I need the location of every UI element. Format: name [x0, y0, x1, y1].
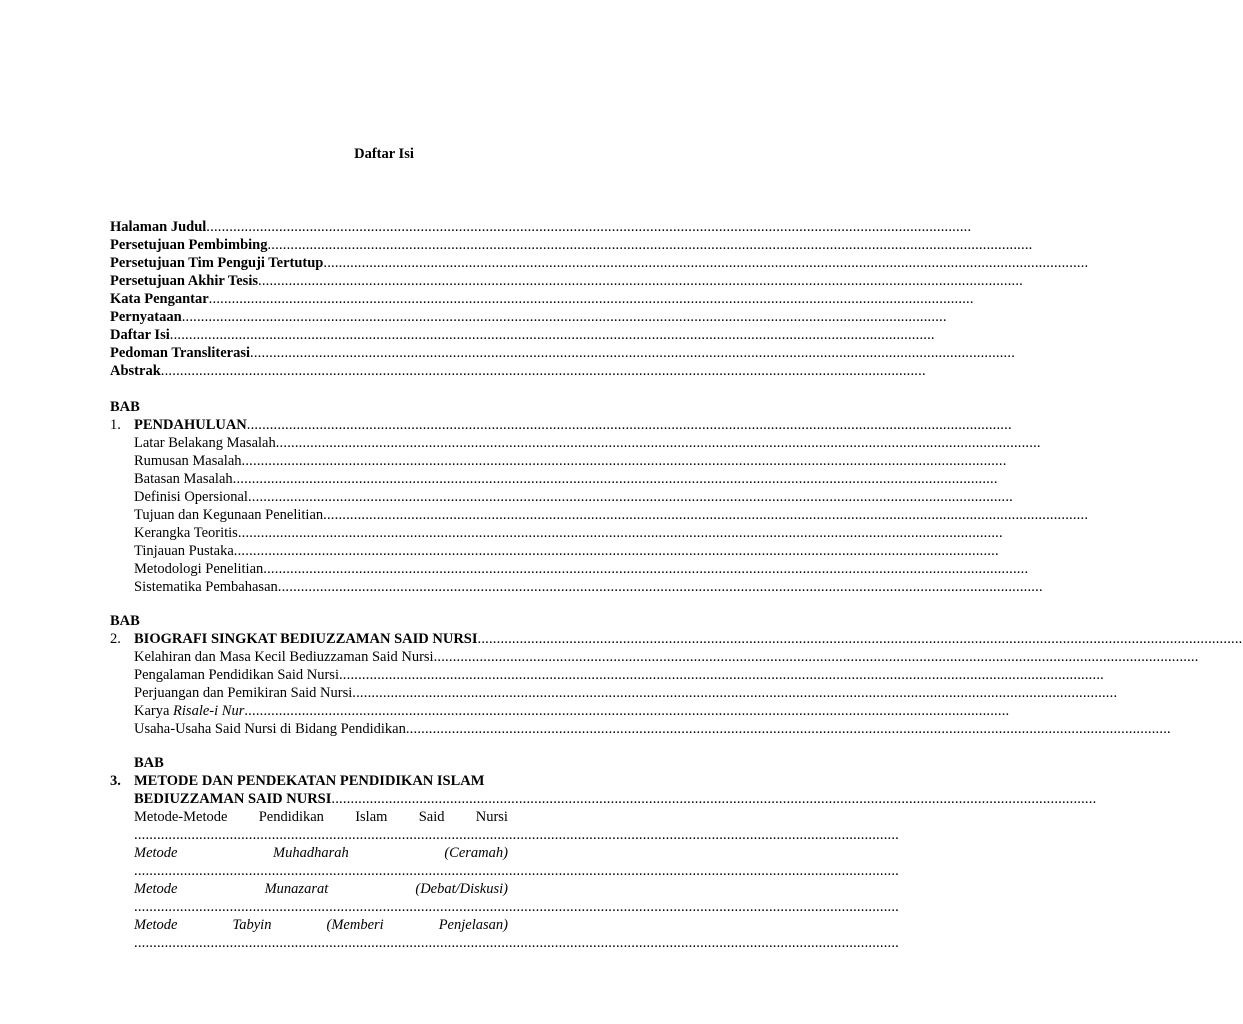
- word: Nursi: [475, 809, 508, 825]
- bab3-heading: [134, 790, 1097, 808]
- bab1-item: [134, 452, 1007, 470]
- bab1-heading: [134, 416, 1012, 434]
- bab1-item: [134, 578, 1043, 596]
- bab3-title-line1: METODE DAN PENDEKATAN PENDIDIKAN ISLAM: [134, 773, 485, 789]
- word: Said: [418, 809, 445, 825]
- bab1-item-label: Latar Belakang Masalah: [134, 435, 276, 451]
- bab1-number: 1.: [110, 417, 121, 433]
- dot-leader: ........................................................................................................................................................................................................: [232, 471, 998, 487]
- toc-entry-persetujuan-akhir-tesis: [110, 272, 1023, 290]
- bab1-item: [134, 488, 1013, 506]
- bab3-label: BAB: [134, 755, 164, 771]
- dot-leader: ........................................................................................................................................................................................................: [181, 309, 947, 325]
- bab3-item-munazarat: [134, 880, 508, 898]
- toc-entry-kata-pengantar: [110, 290, 974, 308]
- bab2-heading: [134, 630, 1243, 648]
- bab2-item-label: Pengalaman Pendidikan Said Nursi: [134, 667, 339, 683]
- bab2-karya-prefix: Karya: [134, 703, 174, 719]
- bab1-item: [134, 524, 1003, 542]
- dot-leader: ........................................................................................................................................................................................................: [250, 345, 1016, 361]
- dot-leader: ........................................................................................................................................................................................................: [275, 435, 1041, 451]
- dot-leader: ........................................................................................................................................................................................................: [323, 507, 1089, 523]
- dot-leader: ........................................................................................................................................................................................................: [208, 291, 974, 307]
- word: Metode: [134, 881, 178, 897]
- dot-leader: ........................................................................................................................................................................................................: [241, 453, 1007, 469]
- bab2-number: 2.: [110, 631, 121, 647]
- toc-entry-label: Persetujuan Akhir Tesis: [110, 273, 258, 289]
- bab1-item-label: Sistematika Pembahasan: [134, 579, 278, 595]
- dot-leader: ........................................................................................................................................................................................................: [169, 327, 935, 343]
- bab3-number: 3.: [110, 773, 121, 789]
- bab2-item-label: Perjuangan dan Pemikiran Said Nursi: [134, 685, 353, 701]
- bab2-item: [134, 702, 1010, 720]
- dot-leader: ........................................................................................................................................................................................................: [160, 363, 926, 379]
- toc-entry-halaman-judul: [110, 218, 972, 236]
- bab1-label: BAB: [110, 399, 140, 415]
- dot-leader: ........................................................................................................................................................................................................: [477, 631, 1243, 647]
- dot-leader: ........................................................................................................................................................................................................: [206, 219, 972, 235]
- page-title: Daftar Isi: [354, 146, 414, 162]
- bab2-karya-title: Risale-i Nur: [173, 703, 245, 719]
- bab3-item-tabyin: [134, 916, 508, 934]
- dot-leader: ........................................................................................................................................................................................................: [267, 237, 1033, 253]
- dot-leader: ........................................................................................................................................................................................................: [246, 417, 1012, 433]
- bab1-item: [134, 560, 1029, 578]
- dot-leader: ........................................................................................................................................................................................................: [277, 579, 1043, 595]
- dot-leader: ........................................................................................................................................................................................................: [338, 667, 1104, 683]
- dot-leader: ........................................................................................................................................................................................................: [134, 827, 899, 843]
- bab2-title: BIOGRAFI SINGKAT BEDIUZZAMAN SAID NURSI: [134, 631, 478, 647]
- bab1-title: PENDAHULUAN: [134, 417, 247, 433]
- bab1-item-label: Rumusan Masalah: [134, 453, 242, 469]
- dot-leader: ........................................................................................................................................................................................................: [433, 649, 1199, 665]
- bab1-item: [134, 470, 998, 488]
- word: Islam: [355, 809, 388, 825]
- word: Tabyin: [232, 917, 272, 933]
- toc-entry-label: Pedoman Transliterasi: [110, 345, 251, 361]
- toc-entry-pedoman-transliterasi: [110, 344, 1016, 362]
- word: Metode-Metode: [134, 809, 228, 825]
- word: Metode: [134, 917, 178, 933]
- toc-entry-label: Kata Pengantar: [110, 291, 209, 307]
- bab3-item-muhadharah: [134, 844, 508, 862]
- word: Penjelasan): [438, 917, 508, 933]
- toc-entry-label: Abstrak: [110, 363, 161, 379]
- bab2-item: [134, 720, 1171, 738]
- toc-entry-label: Persetujuan Tim Penguji Tertutup: [110, 255, 324, 271]
- toc-entry-label: Pernyataan: [110, 309, 182, 325]
- toc-entry-persetujuan-pembimbing: [110, 236, 1033, 254]
- bab3-title-line2: BEDIUZZAMAN SAID NURSI: [134, 791, 332, 807]
- dot-leader: ........................................................................................................................................................................................................: [134, 899, 899, 915]
- toc-entry-label: Halaman Judul: [110, 219, 207, 235]
- bab1-item-label: Tujuan dan Kegunaan Penelitian: [134, 507, 324, 523]
- toc-entry-persetujuan-tim-penguji: [110, 254, 1089, 272]
- dot-leader: ........................................................................................................................................................................................................: [244, 703, 1010, 719]
- word: (Ceramah): [444, 845, 508, 861]
- word: Metode: [134, 845, 178, 861]
- word: Munazarat: [264, 881, 329, 897]
- dot-leader: ........................................................................................................................................................................................................: [134, 863, 899, 879]
- dot-leader: ........................................................................................................................................................................................................: [405, 721, 1171, 737]
- toc-entry-label: Daftar Isi: [110, 327, 170, 343]
- bab1-item-label: Definisi Opersional: [134, 489, 248, 505]
- dot-leader: ........................................................................................................................................................................................................: [352, 685, 1118, 701]
- bab1-item-label: Kerangka Teoritis: [134, 525, 238, 541]
- toc-entry-abstrak: [110, 362, 926, 380]
- bab2-label: BAB: [110, 613, 140, 629]
- dot-leader: ........................................................................................................................................................................................................: [134, 935, 899, 951]
- bab2-item: [134, 666, 1104, 684]
- bab1-item-label: Tinjauan Pustaka: [134, 543, 234, 559]
- word: Pendidikan: [258, 809, 324, 825]
- word: (Debat/Diskusi): [415, 881, 508, 897]
- dot-leader: ........................................................................................................................................................................................................: [237, 525, 1003, 541]
- bab2-item-label: Usaha-Usaha Said Nursi di Bidang Pendidikan: [134, 721, 406, 737]
- bab1-item: [134, 434, 1041, 452]
- bab2-item-label: Kelahiran dan Masa Kecil Bediuzzaman Said Nursi: [134, 649, 434, 665]
- bab2-item: [134, 684, 1118, 702]
- toc-entry-daftar-isi: [110, 326, 935, 344]
- dot-leader: ........................................................................................................................................................................................................: [247, 489, 1013, 505]
- dot-leader: ........................................................................................................................................................................................................: [258, 273, 1023, 289]
- bab1-item: [134, 542, 999, 560]
- word: (Memberi: [326, 917, 384, 933]
- dot-leader: ........................................................................................................................................................................................................: [233, 543, 999, 559]
- bab2-item: [134, 648, 1199, 666]
- dot-leader: ........................................................................................................................................................................................................: [323, 255, 1089, 271]
- bab3-item-metode-metode: [134, 808, 508, 826]
- toc-entry-pernyataan: [110, 308, 947, 326]
- dot-leader: ........................................................................................................................................................................................................: [263, 561, 1029, 577]
- bab1-item-label: Metodologi Penelitian: [134, 561, 264, 577]
- toc-entry-label: Persetujuan Pembimbing: [110, 237, 268, 253]
- bab1-item-label: Batasan Masalah: [134, 471, 233, 487]
- bab1-item: [134, 506, 1089, 524]
- word: Muhadharah: [273, 845, 349, 861]
- dot-leader: ........................................................................................................................................................................................................: [331, 791, 1097, 807]
